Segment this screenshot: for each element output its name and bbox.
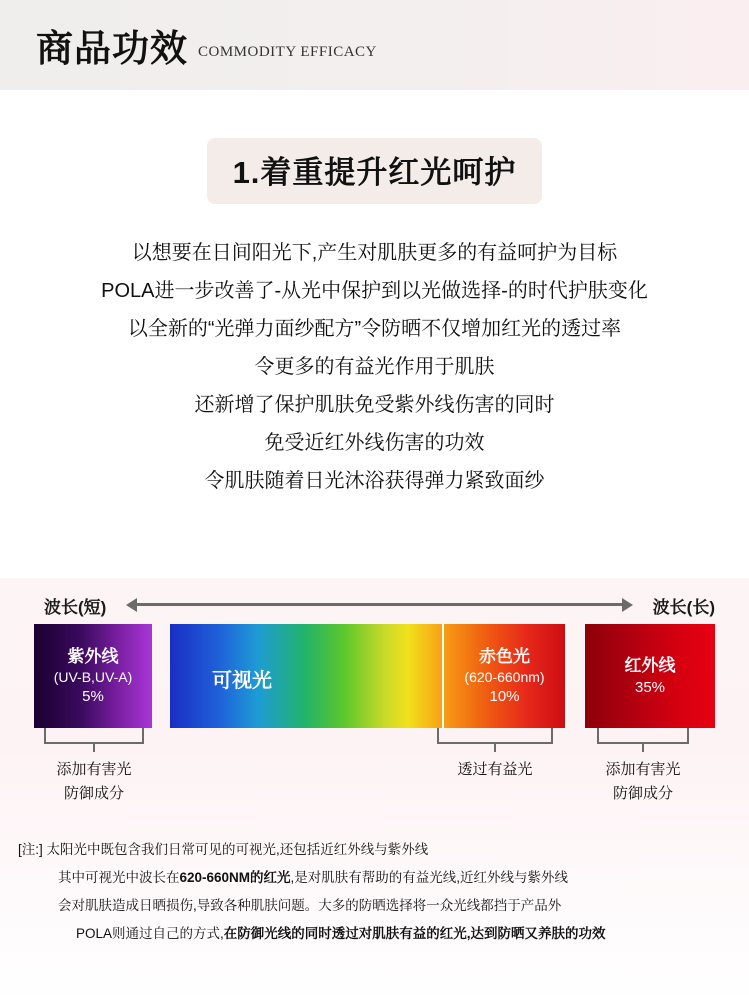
paragraph-line: 以想要在日间阳光下,产生对肌肤更多的有益呵护为目标 (131, 242, 618, 264)
band-uv-sub: (UV-B,UV-A) (53, 668, 133, 685)
caption-ir-line2: 防御成分 (612, 785, 673, 802)
footnote-line-3: 会对肌肤造成日晒损伤,导致各种肌肤问题。大多的防晒选择将一众光线都挡于产品外 (58, 898, 562, 913)
caption-ir (573, 758, 713, 806)
band-red-light (442, 624, 567, 728)
wavelength-axis (0, 590, 749, 620)
paragraph-line: POLA进一步改善了-从光中保护到以光做选择-的时代护肤变化 (101, 280, 648, 302)
axis-label-long: 波长(长) (652, 598, 715, 617)
page-title-cn: 商品功效 (36, 28, 188, 69)
page-header (0, 0, 749, 90)
caption-red-line1: 透过有益光 (457, 761, 533, 778)
brace-ir-icon (597, 728, 689, 744)
paragraph-line: 以全新的“光弹力面纱配方”令防晒不仅增加红光的透过率 (127, 318, 622, 340)
band-red-sub: (620-660nm) (464, 669, 545, 685)
footnote-line-2a: 其中可视光中波长在 (58, 870, 180, 885)
page-title-en: COMMODITY EFFICACY (198, 43, 377, 60)
band-infrared (585, 624, 715, 728)
spectrum-bars (0, 624, 749, 728)
footnote-line-4b: 在防御光线的同时透过对肌肤有益的红光,达到防晒又养肤的功效 (223, 926, 606, 941)
band-ir-percent: 35% (634, 679, 666, 696)
paragraph-line: 令肌肤随着日光沐浴获得弹力紧致面纱 (204, 470, 545, 492)
footnote-line-4 (18, 920, 731, 948)
footnote-line-2c: ,是对肌肤有帮助的有益光线,近红外线与紫外线 (290, 870, 569, 885)
caption-uv-line1: 添加有害光 (56, 761, 132, 778)
section-heading: 1.着重提升红光呵护 (207, 138, 543, 204)
footnote-line-2 (18, 864, 731, 892)
band-visible (170, 624, 567, 728)
brace-red-icon (437, 728, 553, 744)
section-heading-wrap (0, 138, 749, 204)
band-ir-name: 红外线 (624, 656, 676, 675)
axis-arrow-icon (136, 603, 623, 606)
footnote-line-4a: POLA则通过自己的方式, (76, 926, 224, 941)
caption-ir-line1: 添加有害光 (605, 761, 681, 778)
axis-label-short: 波长(短) (44, 598, 107, 617)
footnote-line-2b: 620-660NM的红光 (179, 870, 291, 885)
caption-uv (24, 758, 164, 806)
paragraph-line: 还新增了保护肌肤免受紫外线伤害的同时 (194, 394, 555, 416)
footnote (18, 836, 731, 948)
brace-captions (0, 728, 749, 824)
band-red-name: 赤色光 (479, 647, 530, 666)
caption-red (425, 758, 565, 782)
band-uv-name: 紫外线 (67, 646, 119, 666)
brace-uv-icon (44, 728, 144, 744)
section-paragraph (0, 234, 749, 500)
band-ultraviolet (34, 624, 152, 728)
footnote-line-1: [注:] 太阳光中既包含我们日常可见的可视光,还包括近红外线与紫外线 (18, 842, 429, 857)
caption-uv-line2: 防御成分 (63, 785, 124, 802)
band-red-percent: 10% (489, 688, 520, 705)
paragraph-line: 令更多的有益光作用于肌肤 (254, 356, 495, 378)
band-visible-name: 可视光 (212, 670, 272, 692)
spectrum-panel (0, 578, 749, 1005)
band-uv-percent: 5% (82, 687, 104, 705)
paragraph-line: 免受近红外线伤害的功效 (264, 432, 485, 454)
